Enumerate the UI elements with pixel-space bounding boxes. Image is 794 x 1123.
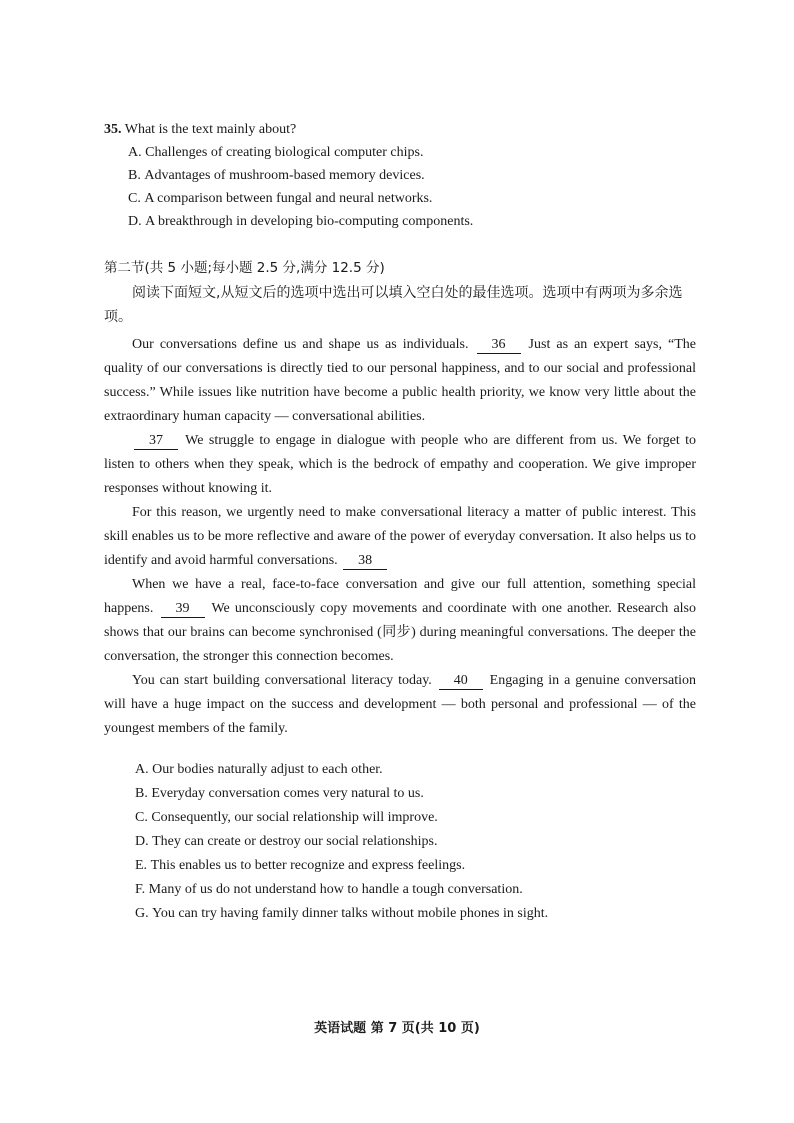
option-b bbox=[128, 164, 704, 187]
choice-letter: G. bbox=[135, 906, 149, 921]
choice-d bbox=[135, 830, 695, 854]
blank-39[interactable]: 39 bbox=[161, 600, 205, 618]
answer-choices bbox=[135, 758, 695, 926]
choice-text: You can try having family dinner talks without mobile phones in sight. bbox=[152, 906, 549, 921]
paragraph-text: When we have a real, face-to-face conversation and give our full attention, something special happens. bbox=[104, 577, 696, 616]
blank-38[interactable]: 38 bbox=[343, 552, 387, 570]
blank-40[interactable]: 40 bbox=[439, 672, 483, 690]
option-text: A comparison between fungal and neural networks. bbox=[144, 191, 433, 206]
paragraph-text: We unconsciously copy movements and coordinate with one another. Research also shows that our brains can become synchronised (同步) during meaningful conversations. The deeper the conversation, the stronger this connection becomes. bbox=[104, 601, 697, 664]
paragraph-text: We struggle to engage in dialogue with people who are different from us. We forget to listen to others when they speak, which is the bedrock of empathy and cooperation. We give improper responses without knowing it. bbox=[104, 433, 697, 496]
passage-paragraph-1 bbox=[104, 333, 696, 429]
option-d bbox=[128, 210, 704, 233]
paragraph-text: Our conversations define us and shape us as individuals. bbox=[132, 337, 469, 352]
choice-letter: B. bbox=[135, 786, 148, 801]
choice-a bbox=[135, 758, 695, 782]
question-number: 35. bbox=[104, 122, 122, 137]
choice-letter: C. bbox=[135, 810, 148, 825]
passage-paragraph-4 bbox=[104, 573, 696, 669]
choice-letter: A. bbox=[135, 762, 149, 777]
paragraph-text: For this reason, we urgently need to make conversational literacy a matter of public interest. This skill enables us to be more reflective and aware of the power of everyday conversation. It also helps us to identify and avoid harmful conversations. bbox=[104, 505, 696, 568]
blank-36[interactable]: 36 bbox=[477, 336, 521, 354]
option-text: Advantages of mushroom-based memory devices. bbox=[144, 168, 425, 183]
choice-text: They can create or destroy our social relationships. bbox=[152, 834, 438, 849]
option-a bbox=[128, 141, 704, 164]
passage-paragraph-2 bbox=[104, 429, 696, 501]
option-text: Challenges of creating biological computer chips. bbox=[145, 145, 424, 160]
passage-paragraph-3 bbox=[104, 501, 696, 573]
reading-passage bbox=[104, 333, 696, 741]
paragraph-text: You can start building conversational literacy today. bbox=[132, 673, 432, 688]
section-heading: 第二节(共 5 小题;每小题 2.5 分,满分 12.5 分) bbox=[104, 260, 385, 276]
section-instruction: 阅读下面短文,从短文后的选项中选出可以填入空白处的最佳选项。选项中有两项为多余选项。 bbox=[104, 285, 683, 325]
option-letter: C. bbox=[128, 191, 141, 206]
option-c bbox=[128, 187, 704, 210]
choice-text: This enables us to better recognize and express feelings. bbox=[150, 858, 466, 873]
choice-b bbox=[135, 782, 695, 806]
question-35 bbox=[104, 118, 704, 233]
choice-text: Consequently, our social relationship will improve. bbox=[151, 810, 438, 825]
choice-text: Our bodies naturally adjust to each other. bbox=[152, 762, 383, 777]
option-letter: A. bbox=[128, 145, 142, 160]
option-letter: B. bbox=[128, 168, 141, 183]
blank-37[interactable]: 37 bbox=[134, 432, 178, 450]
choice-letter: E. bbox=[135, 858, 148, 873]
choice-text: Everyday conversation comes very natural to us. bbox=[151, 786, 424, 801]
option-letter: D. bbox=[128, 214, 142, 229]
choice-e bbox=[135, 854, 695, 878]
option-text: A breakthrough in developing bio-computing components. bbox=[145, 214, 474, 229]
choice-f bbox=[135, 878, 695, 902]
passage-paragraph-5 bbox=[104, 669, 696, 741]
choice-g bbox=[135, 902, 695, 926]
paragraph-text: Engaging in a genuine conversation will have a huge impact on the success and development — both personal and professional — of the youngest members of the family. bbox=[104, 673, 697, 736]
choice-letter: D. bbox=[135, 834, 149, 849]
choice-letter: F. bbox=[135, 882, 146, 897]
choice-c bbox=[135, 806, 695, 830]
choice-text: Many of us do not understand how to handle a tough conversation. bbox=[148, 882, 523, 897]
section-2 bbox=[104, 257, 696, 741]
question-text: What is the text mainly about? bbox=[124, 122, 297, 137]
page-footer: 英语试题 第 7 页(共 10 页) bbox=[314, 1021, 480, 1036]
question-35-stem bbox=[104, 118, 704, 141]
paragraph-text: Just as an expert says, “The quality of our conversations is directly tied to our personal happiness, and to our social and professional success.” While issues like nutrition have become a public health priority, we know very little about the extraordinary human capacity — conversational abilities. bbox=[104, 337, 696, 424]
